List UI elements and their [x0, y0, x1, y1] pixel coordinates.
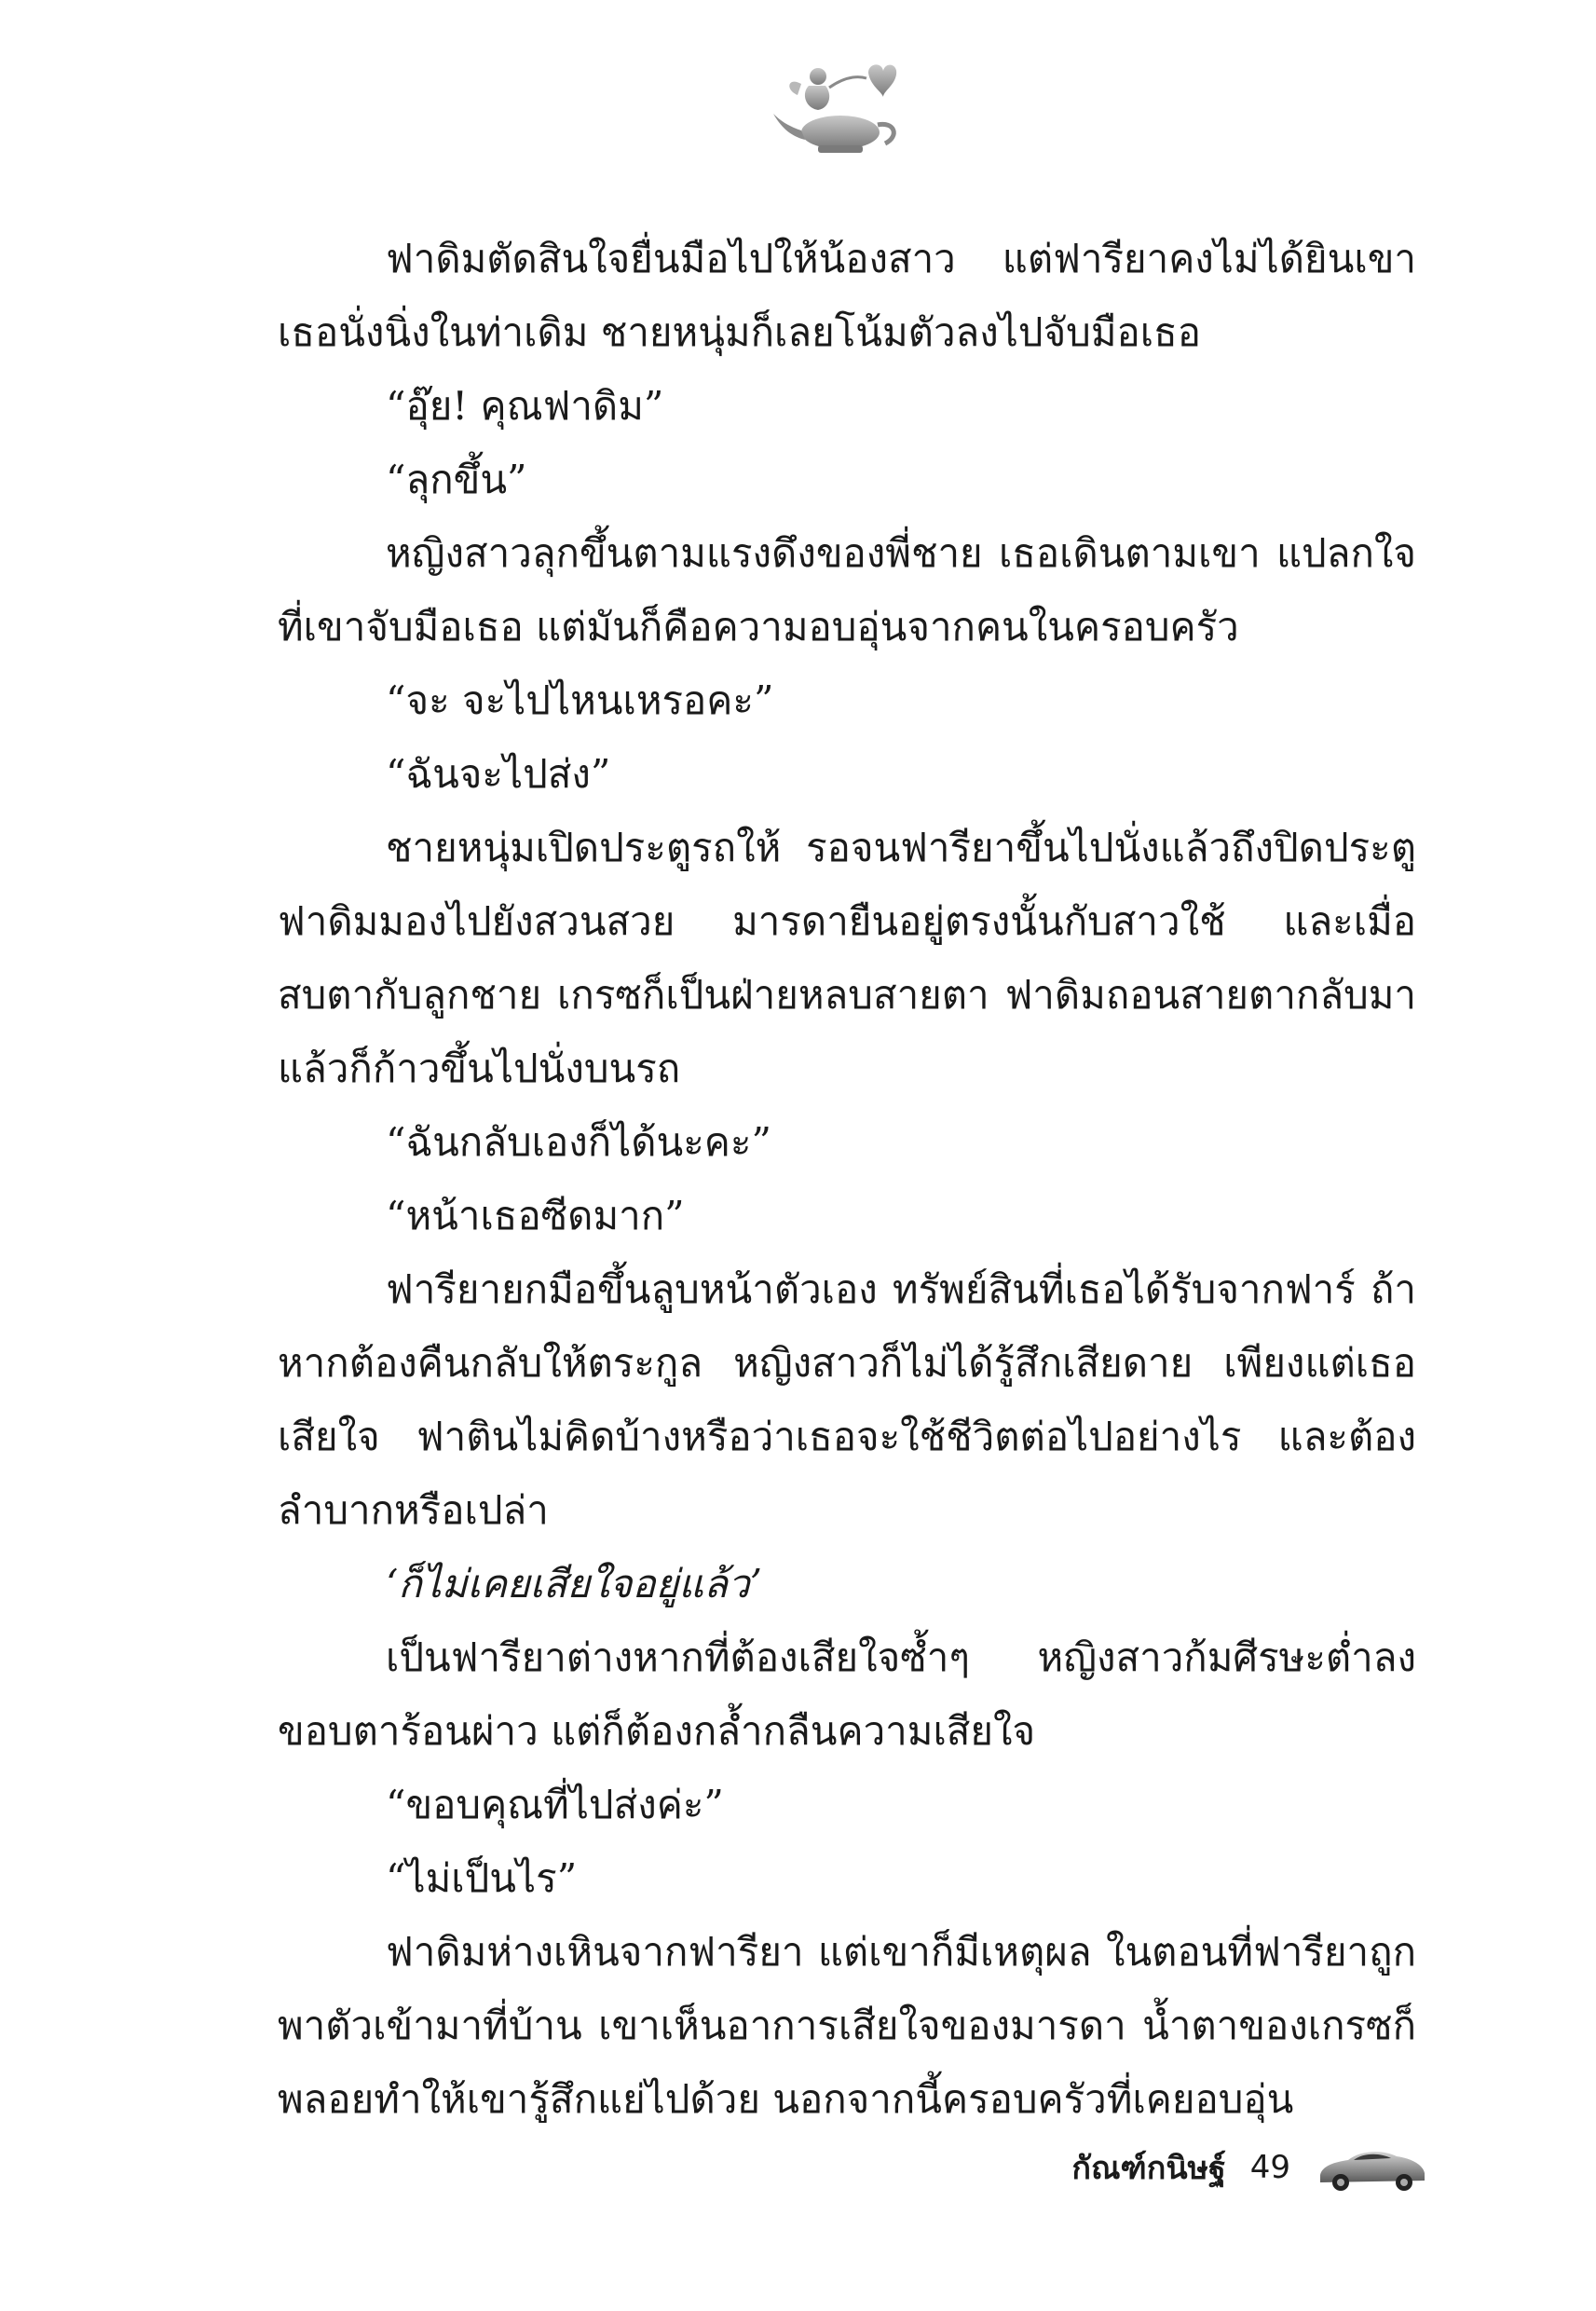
paragraph-narration: หญิงสาวลุกขึ้นตามแรงดึงของพี่ชาย เธอเดินตามเขา แปลกใจที่เขาจับมือเธอ แต่มันก็คือความอบอุ่นจากคนในครอบครัว	[278, 530, 1416, 650]
paragraph-narration: ฟาดิมห่างเหินจากฟารียา แต่เขาก็มีเหตุผล ในตอนที่ฟารียาถูกพาตัวเข้ามาที่บ้าน เขาเห็นอาการเสียใจของมารดา น้ำตาของเกรซก็พลอยทำให้เขารู้สึกแย่ไปด้วย นอกจากนี้ครอบครัวที่เคยอบอุ่น	[278, 1929, 1416, 2122]
paragraph-dialogue: “ฉันกลับเองก็ได้นะคะ”	[386, 1119, 771, 1165]
teapot-cupid-ornament-icon	[764, 56, 913, 158]
paragraph-narration: ชายหนุ่มเปิดประตูรถให้ รอจนฟารียาขึ้นไปนั่งแล้วถึงปิดประตู ฟาดิมมองไปยังสวนสวย มารดายืนอยู่ตรงนั้นกับสาวใช้ และเมื่อสบตากับลูกชาย เกรซก็เป็นฝ่ายหลบสายตา ฟาดิมถอนสายตากลับมาแล้วก็ก้าวขึ้นไปนั่งบนรถ	[278, 825, 1416, 1091]
paragraph-narration: ฟาดิมตัดสินใจยื่นมือไปให้น้องสาว แต่ฟารียาคงไม่ได้ยินเขา เธอนั่งนิ่งในท่าเดิม ชายหนุ่มก็เลยโน้มตัวลงไปจับมือเธอ	[278, 236, 1416, 355]
paragraph-dialogue: “ขอบคุณที่ไปส่งค่ะ”	[386, 1782, 724, 1827]
paragraph-thought: ‘ก็ไม่เคยเสียใจอยู่แล้ว’	[386, 1561, 762, 1607]
page-footer	[1071, 2140, 1428, 2195]
paragraph-dialogue: “ไม่เป็นไร”	[386, 1855, 578, 1901]
paragraph-narration: เป็นฟารียาต่างหากที่ต้องเสียใจซ้ำๆ หญิงสาวก้มศีรษะต่ำลง ขอบตาร้อนผ่าว แต่ก็ต้องกล้ำกลืนความเสียใจ	[278, 1634, 1416, 1754]
body-text	[278, 222, 1416, 2136]
paragraph-dialogue: “ฉันจะไปส่ง”	[386, 751, 611, 797]
page-number: 49	[1249, 2149, 1290, 2186]
paragraph-dialogue: “ลุกขึ้น”	[386, 457, 527, 502]
paragraph-dialogue: “อุ๊ย! คุณฟาดิม”	[386, 383, 664, 429]
paragraph-dialogue: “หน้าเธอซีดมาก”	[386, 1193, 685, 1238]
paragraph-narration: ฟารียายกมือขึ้นลูบหน้าตัวเอง ทรัพย์สินที่เธอได้รับจากฟาร์ ถ้าหากต้องคืนกลับให้ตระกูล หญิงสาวก็ไม่ได้รู้สึกเสียดาย เพียงแต่เธอเสียใจ ฟาตินไม่คิดบ้างหรือว่าเธอจะใช้ชีวิตต่อไปอย่างไร และต้องลำบากหรือเปล่า	[278, 1266, 1416, 1533]
book-title: กัณฑ์กนิษฐ์	[1071, 2150, 1226, 2187]
sports-car-icon	[1315, 2140, 1428, 2195]
paragraph-dialogue: “จะ จะไปไหนเหรอคะ”	[386, 677, 774, 723]
